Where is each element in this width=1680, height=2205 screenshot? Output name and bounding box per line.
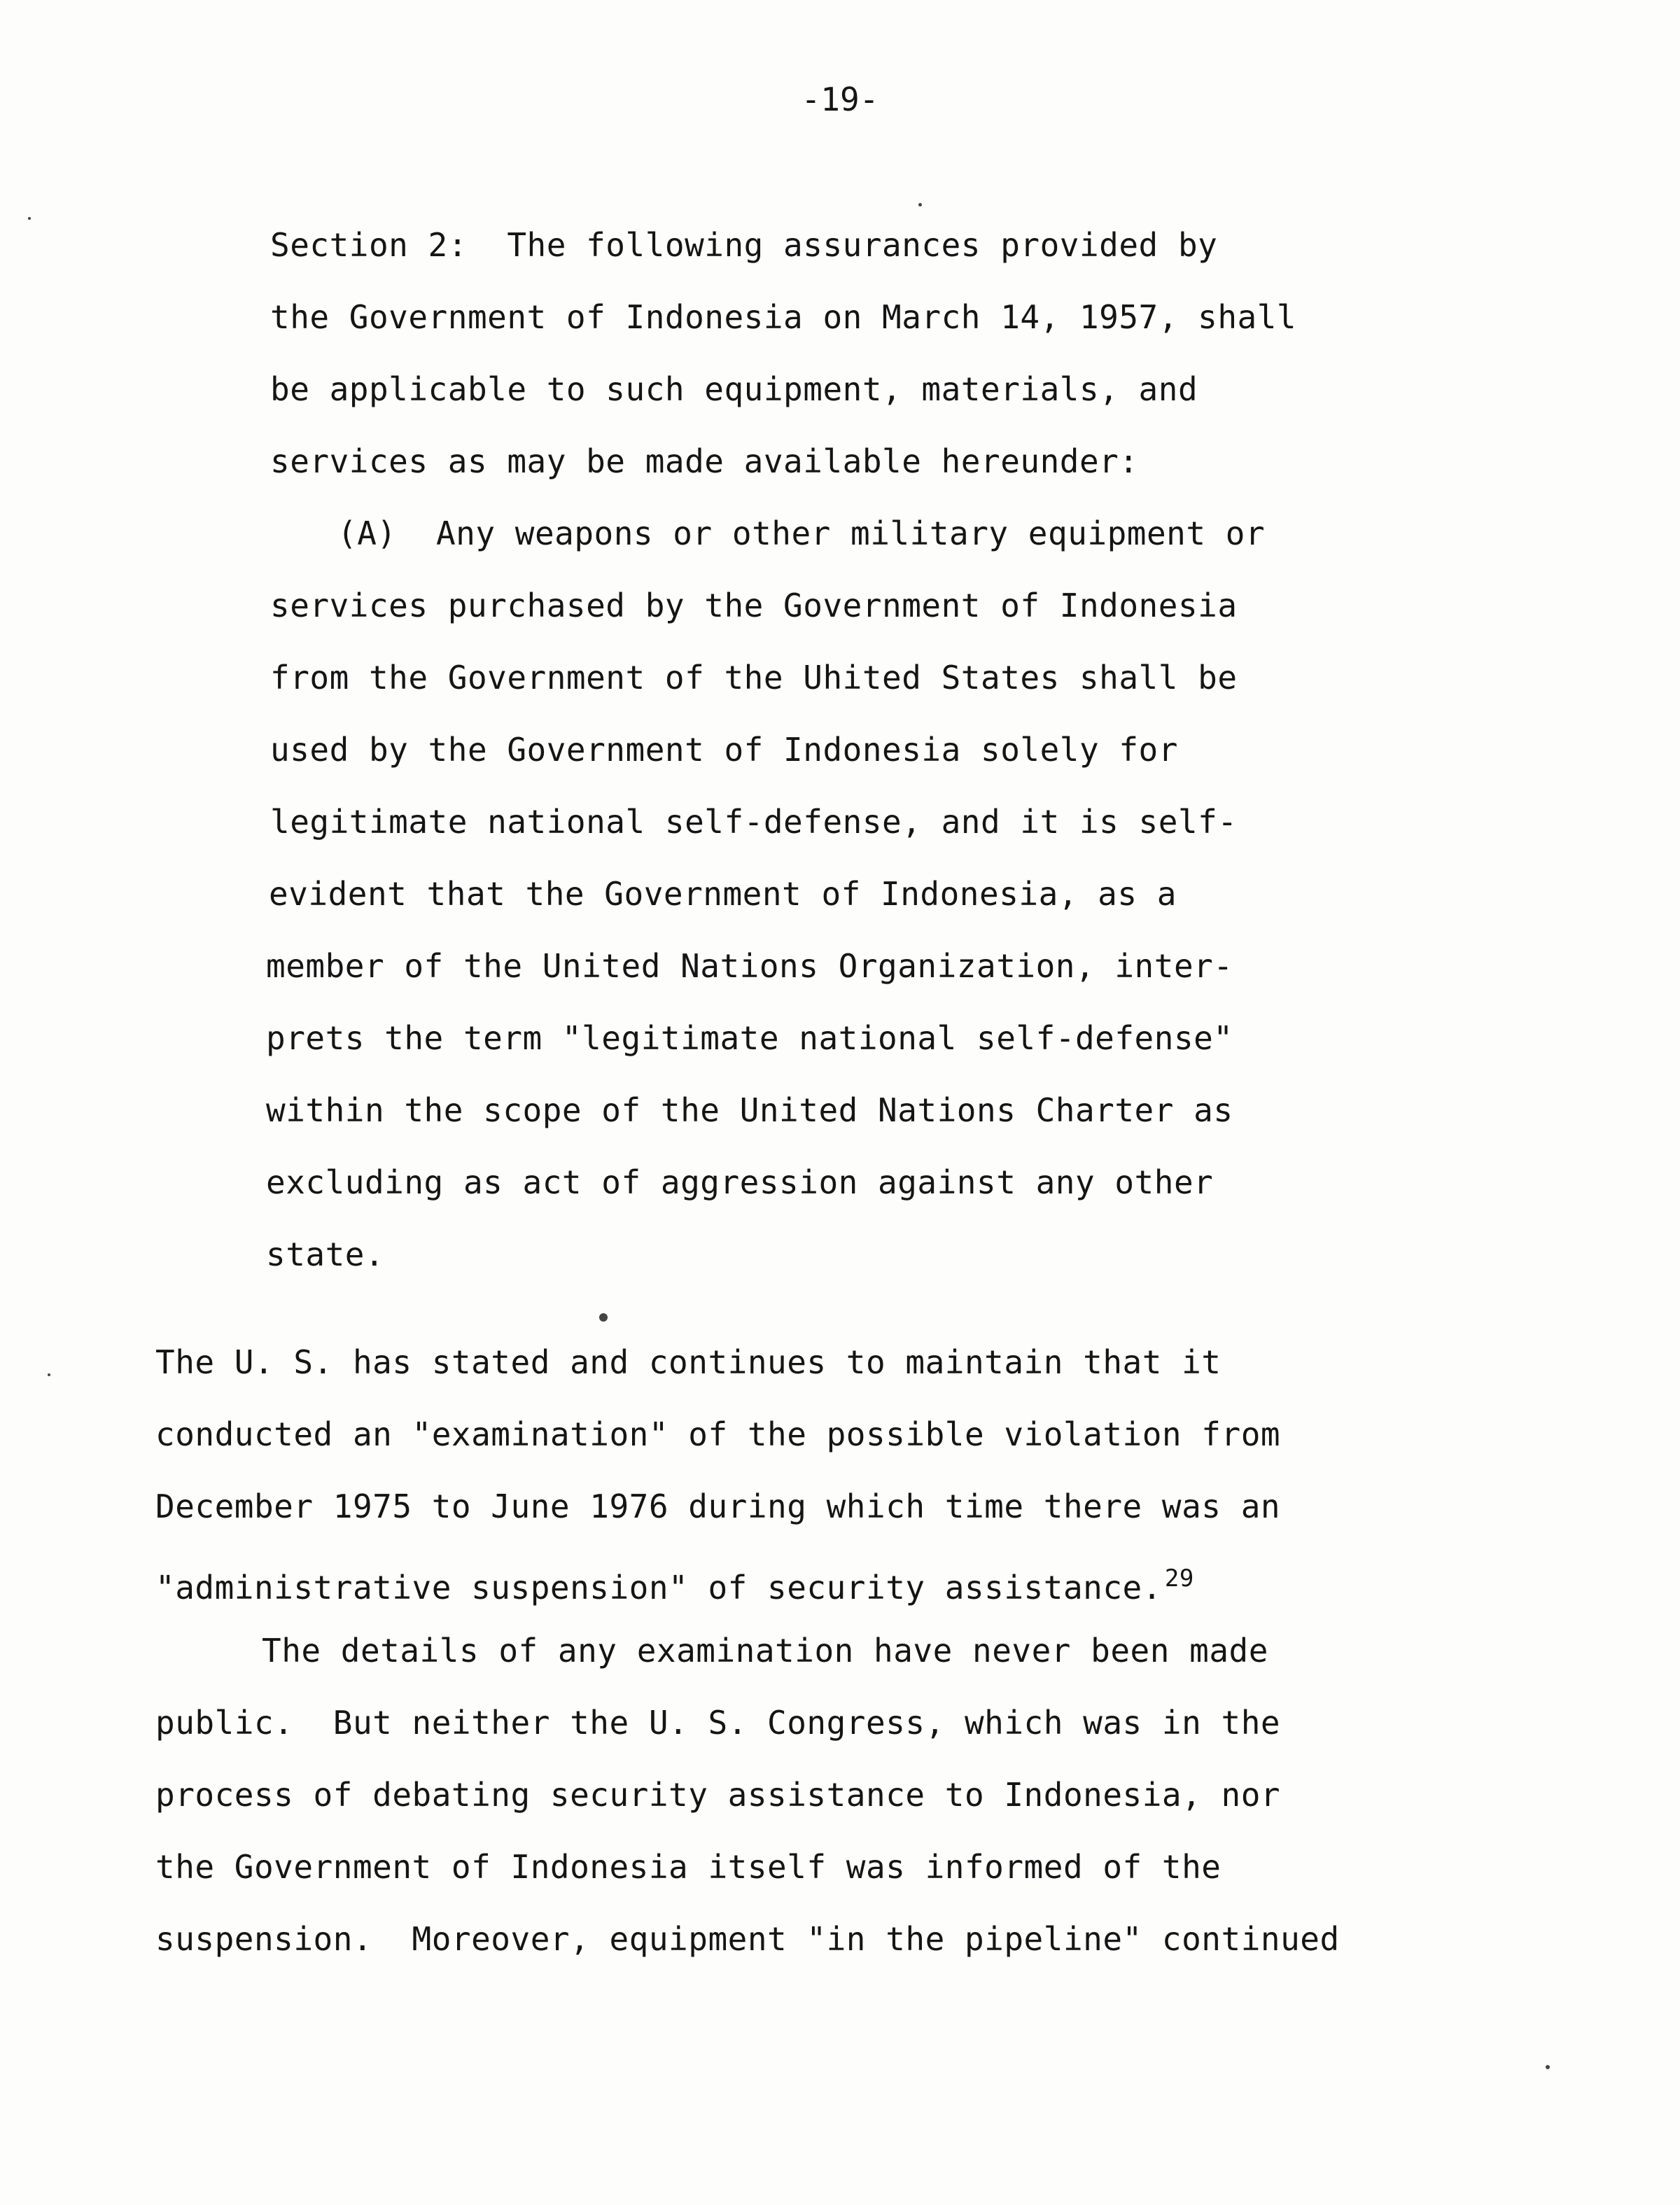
- clause-a-line-11: state.: [266, 1236, 385, 1273]
- clause-a-line-3: from the Government of the Uhited States shall be: [270, 659, 1238, 696]
- details-line-4: the Government of Indonesia itself was informed of the: [155, 1848, 1222, 1886]
- scan-speck: [48, 1373, 50, 1376]
- us-para-line-2: conducted an "examination" of the possible violation from: [155, 1415, 1281, 1453]
- footnote-reference: 29: [1164, 1564, 1194, 1592]
- clause-a-line-9: within the scope of the United Nations Charter as: [266, 1091, 1233, 1129]
- details-line-1: The details of any examination have never been made: [262, 1632, 1268, 1670]
- clause-a-line-5: legitimate national self-defense, and it is self-: [270, 803, 1238, 841]
- us-para-line-4-text: "administrative suspension" of security assistance.: [155, 1569, 1162, 1606]
- details-line-5: suspension. Moreover, equipment "in the pipeline" continued: [155, 1920, 1340, 1958]
- scan-speck: [28, 217, 31, 220]
- scan-speck: [918, 203, 922, 206]
- section2-line-1: Section 2: The following assurances provided by: [270, 226, 1218, 264]
- scan-speck: [1546, 2065, 1550, 2069]
- details-line-3: process of debating security assistance to Indonesia, nor: [155, 1776, 1281, 1814]
- clause-a-line-10: excluding as act of aggression against any other: [266, 1163, 1214, 1201]
- us-para-line-4: [155, 1558, 1194, 1609]
- scan-speck: [599, 1313, 608, 1322]
- details-line-2: public. But neither the U. S. Congress, which was in the: [155, 1704, 1281, 1742]
- clause-a-line-4: used by the Government of Indonesia solely for: [270, 731, 1178, 769]
- clause-a-line-8: prets the term "legitimate national self-defense": [266, 1019, 1233, 1057]
- clause-a-line-2: services purchased by the Government of Indonesia: [270, 587, 1238, 624]
- us-para-line-3: December 1975 to June 1976 during which time there was an: [155, 1488, 1281, 1525]
- section2-line-2: the Government of Indonesia on March 14, 1957, shall: [270, 298, 1297, 336]
- section2-line-4: services as may be made available hereunder:: [270, 442, 1139, 480]
- page-number: -19-: [801, 80, 879, 118]
- clause-a-line-6: evident that the Government of Indonesia, as a: [269, 875, 1177, 913]
- clause-a-line-1: (A) Any weapons or other military equipment or: [337, 514, 1266, 552]
- clause-a-line-7: member of the United Nations Organization, inter-: [266, 947, 1233, 985]
- section2-line-3: be applicable to such equipment, materials, and: [270, 370, 1198, 408]
- us-para-line-1: The U. S. has stated and continues to maintain that it: [155, 1343, 1222, 1381]
